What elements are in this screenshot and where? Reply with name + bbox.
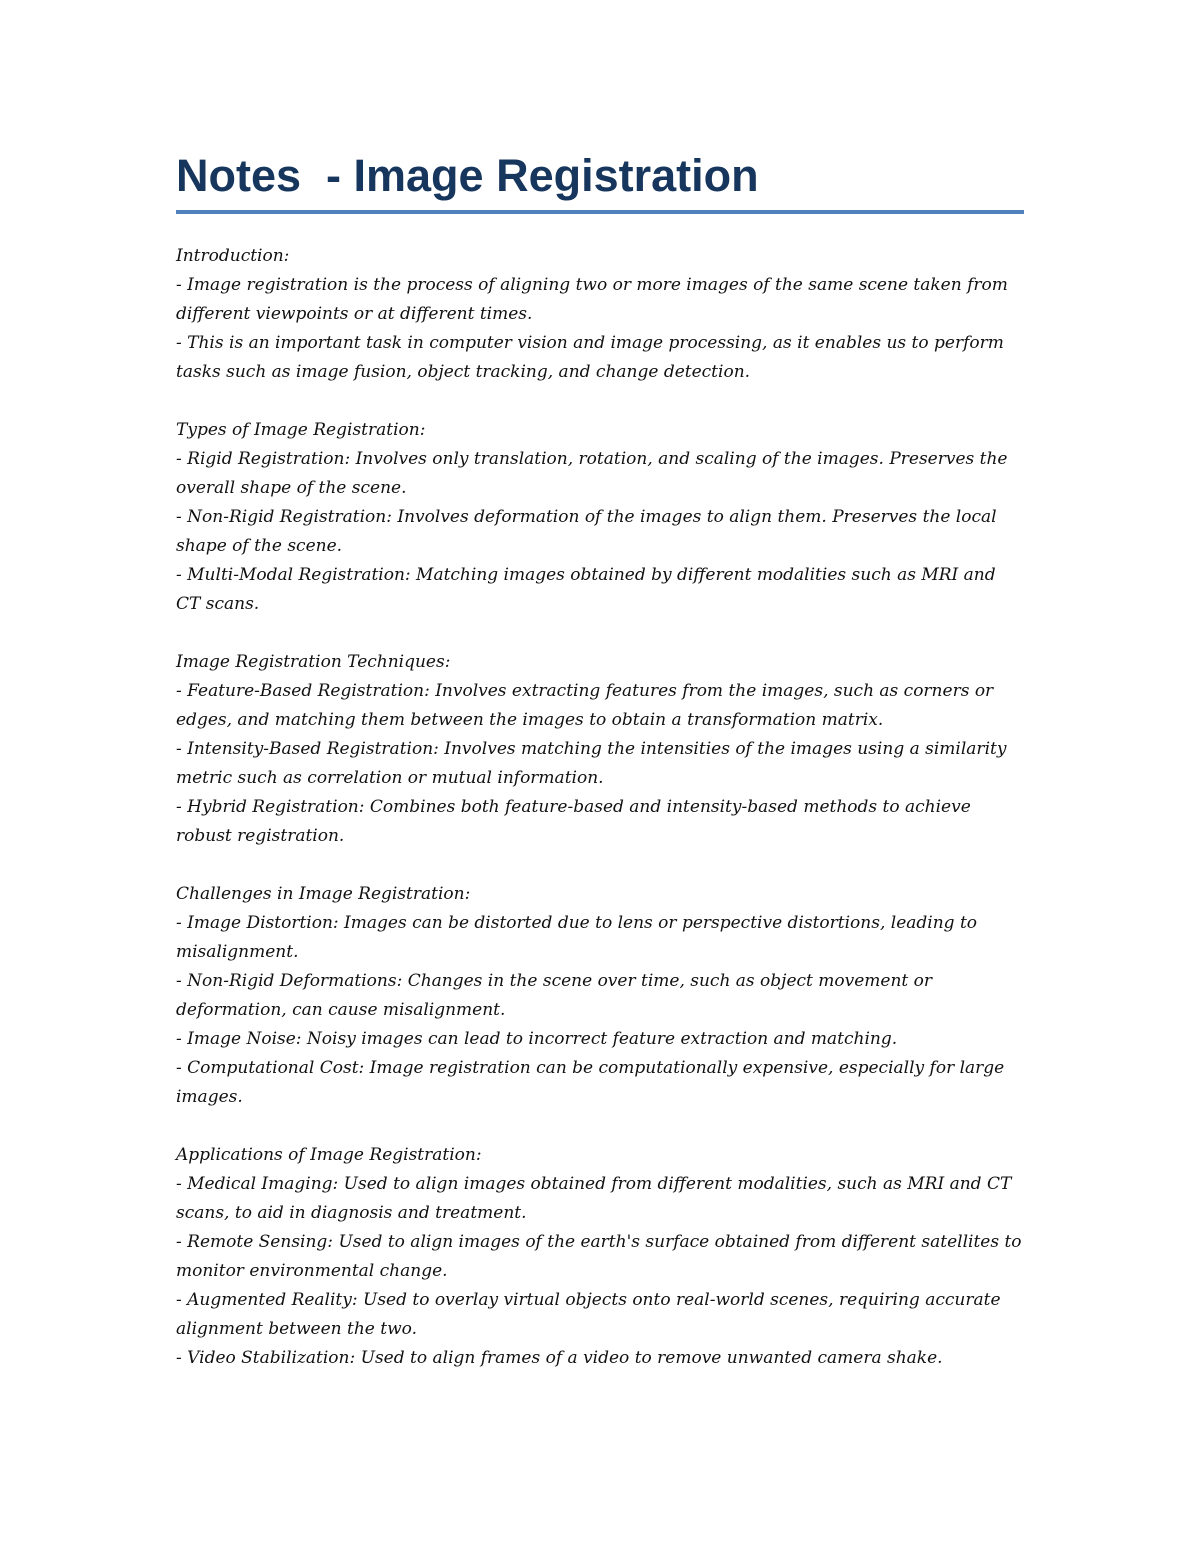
list-item: - Image Distortion: Images can be distorted due to lens or perspective distortions, leading to misalignment. — [176, 913, 978, 962]
list-item: - Non-Rigid Registration: Involves deformation of the images to align them. Preserves the local shape of the scene. — [176, 507, 997, 556]
document-page — [176, 148, 1024, 1373]
list-item: - Video Stabilization: Used to align frames of a video to remove unwanted camera shake. — [176, 1348, 943, 1368]
list-item: - Remote Sensing: Used to align images of the earth's surface obtained from different satellites to monitor environmental change. — [176, 1232, 1022, 1281]
list-item: - Multi-Modal Registration: Matching images obtained by different modalities such as MRI and CT scans. — [176, 565, 996, 614]
list-item: - Rigid Registration: Involves only translation, rotation, and scaling of the images. Preserves the overall shape of the scene. — [176, 449, 1008, 498]
section-techniques — [176, 648, 1024, 851]
section-heading: Applications of Image Registration: — [176, 1145, 482, 1165]
list-item: - Feature-Based Registration: Involves extracting features from the images, such as corners or edges, and matching them between the images to obtain a transformation matrix. — [176, 681, 994, 730]
section-heading: Types of Image Registration: — [176, 420, 426, 440]
list-item: - Image registration is the process of aligning two or more images of the same scene taken from different viewpoints or at different times. — [176, 275, 1008, 324]
list-item: - Medical Imaging: Used to align images obtained from different modalities, such as MRI and CT scans, to aid in diagnosis and treatment. — [176, 1174, 1012, 1223]
list-item: - Non-Rigid Deformations: Changes in the scene over time, such as object movement or deformation, can cause misalignment. — [176, 971, 933, 1020]
document-body — [176, 242, 1024, 1373]
section-heading: Introduction: — [176, 246, 290, 266]
section-introduction — [176, 242, 1024, 387]
document-title: Notes - Image Registration — [176, 150, 759, 201]
list-item: - Intensity-Based Registration: Involves matching the intensities of the images using a similarity metric such as correlation or mutual information. — [176, 739, 1007, 788]
list-item: - Computational Cost: Image registration can be computationally expensive, especially for large images. — [176, 1058, 1005, 1107]
section-applications — [176, 1141, 1024, 1373]
section-heading: Image Registration Techniques: — [176, 652, 451, 672]
list-item: - Augmented Reality: Used to overlay virtual objects onto real-world scenes, requiring accurate alignment between the two. — [176, 1290, 1001, 1339]
section-challenges — [176, 880, 1024, 1112]
list-item: - This is an important task in computer vision and image processing, as it enables us to perform tasks such as image fusion, object tracking, and change detection. — [176, 333, 1004, 382]
title-underline — [176, 210, 1024, 214]
list-item: - Image Noise: Noisy images can lead to incorrect feature extraction and matching. — [176, 1029, 898, 1049]
section-heading: Challenges in Image Registration: — [176, 884, 471, 904]
section-types — [176, 416, 1024, 619]
list-item: - Hybrid Registration: Combines both feature-based and intensity-based methods to achieve robust registration. — [176, 797, 971, 846]
